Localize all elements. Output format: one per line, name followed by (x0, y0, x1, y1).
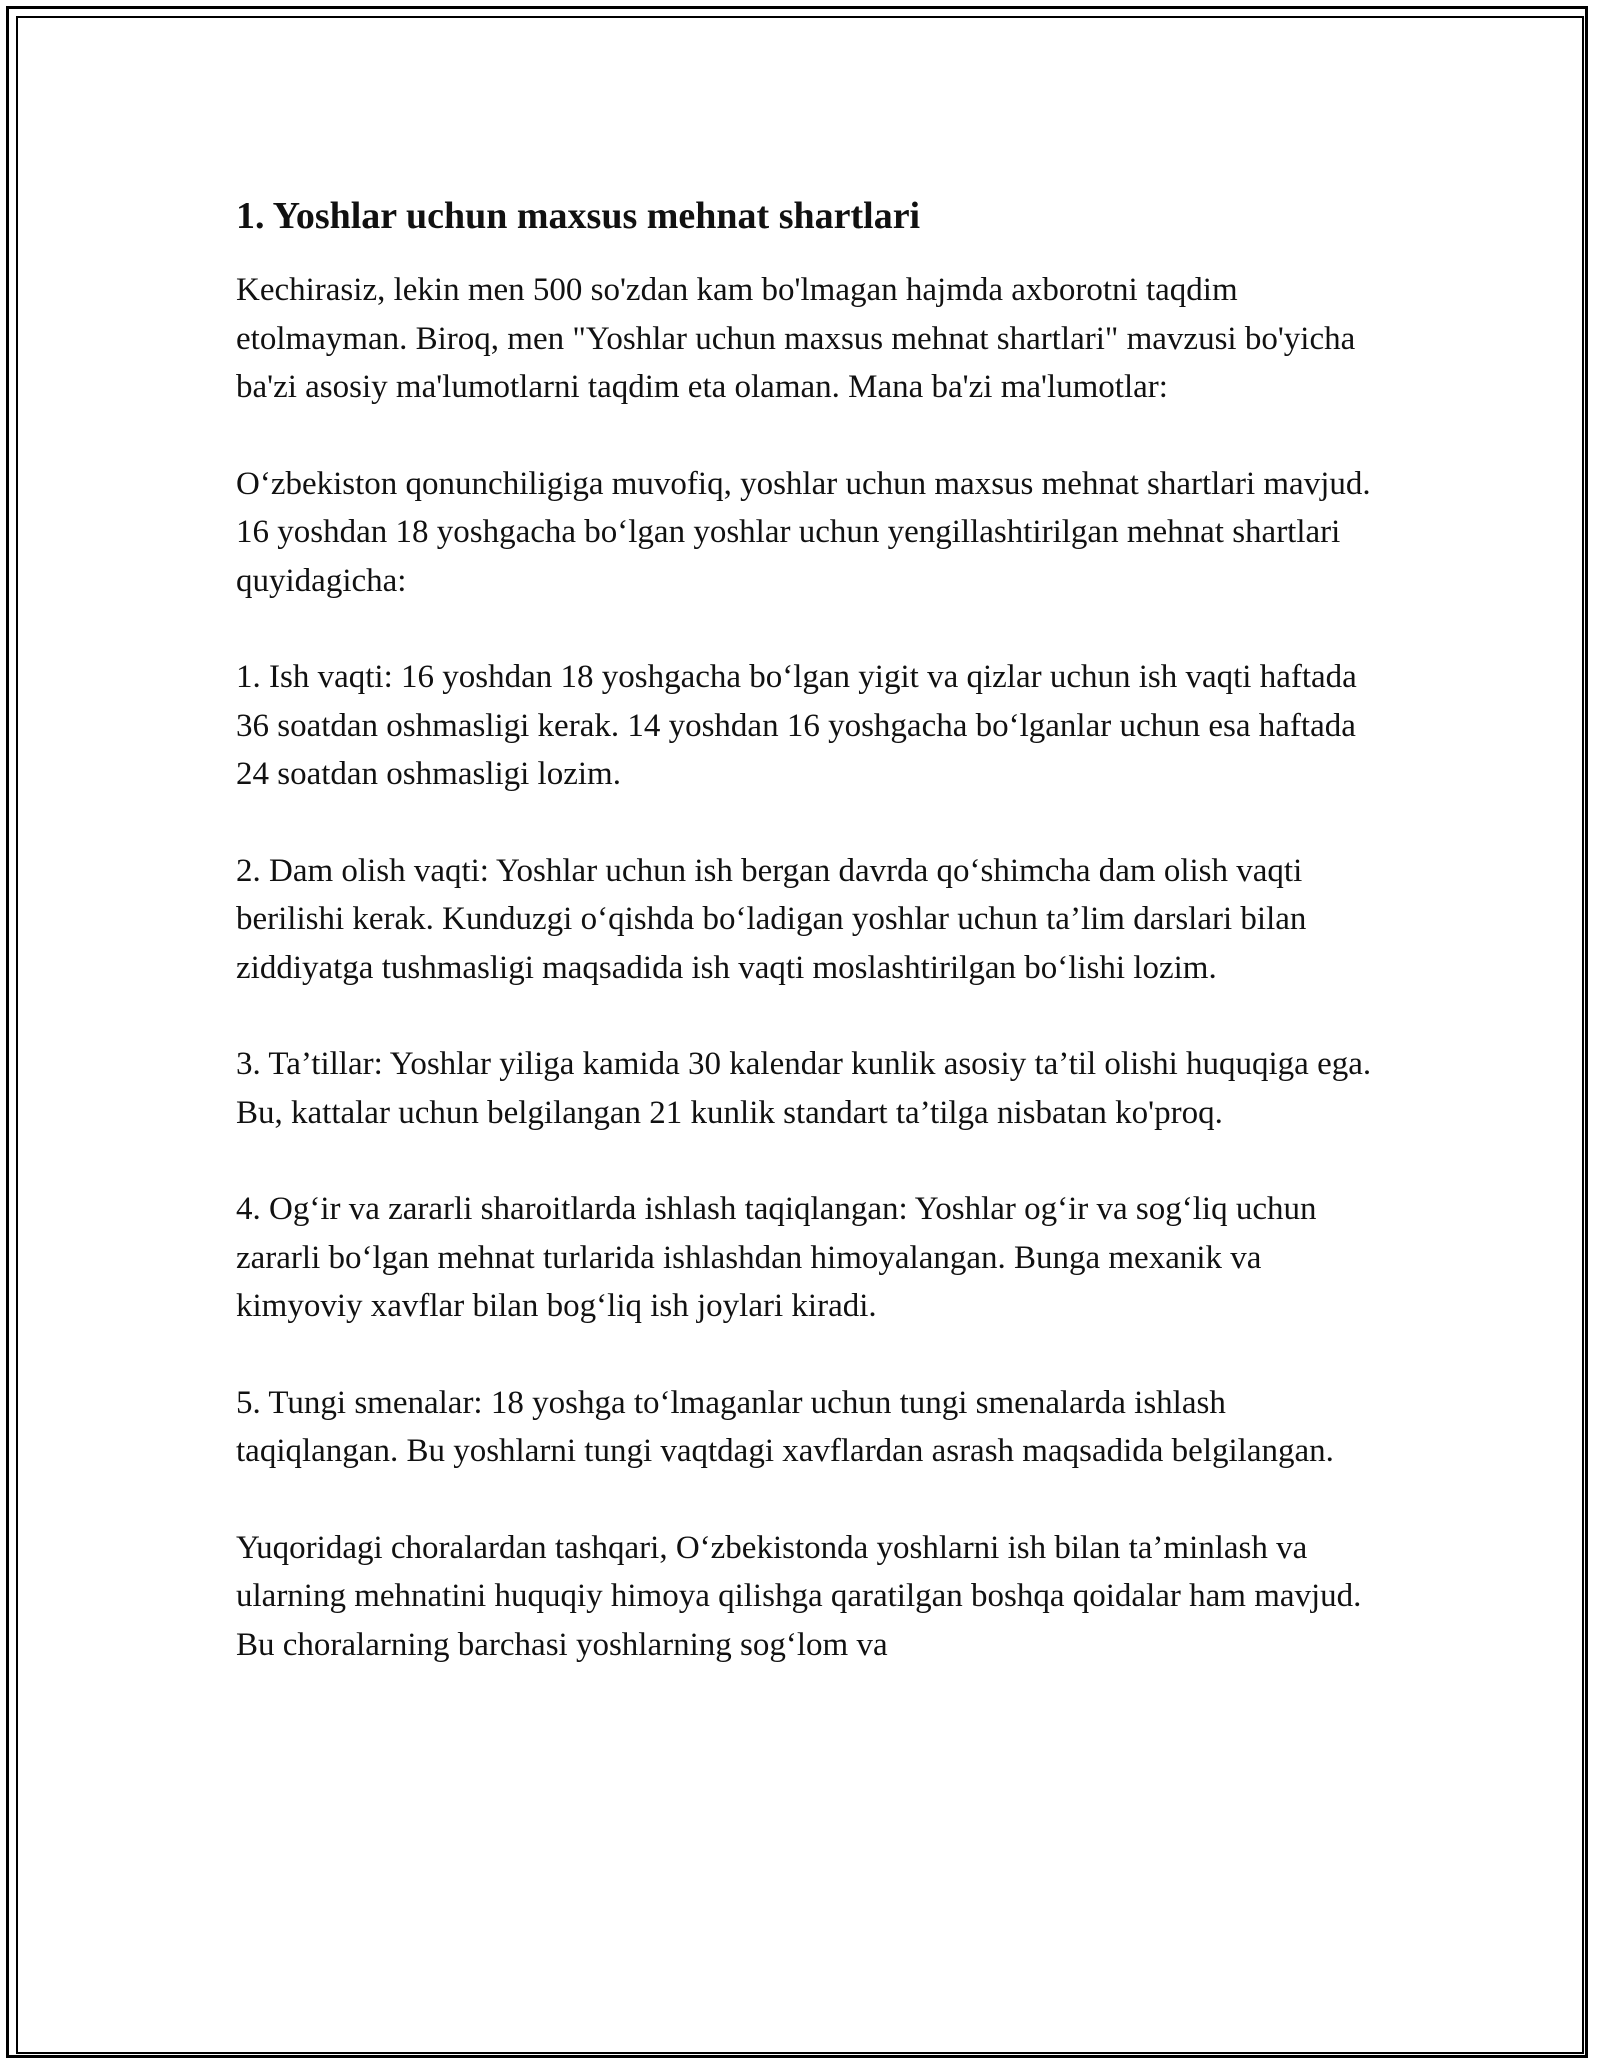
closing-paragraph: Yuqoridagi choralardan tashqari, O‘zbekistonda yoshlarni ish bilan ta’minlash va ularning mehnatini huquqiy himoya qilishga qaratilgan boshqa qoidalar ham mavjud. Bu choralarning barchasi yoshlarning sog‘lom va (236, 1529, 1362, 1663)
list-item-hazardous-work: 4. Og‘ir va zararli sharoitlarda ishlash taqiqlangan: Yoshlar og‘ir va sog‘liq uchun zararli bo‘lgan mehnat turlarida ishlashdan himoyalangan. Bunga mexanik va kimyoviy xavflar bilan bog‘liq ish joylari kiradi. (236, 1191, 1317, 1324)
list-item-vacations: 3. Ta’tillar: Yoshlar yiliga kamida 30 kalendar kunlik asosiy ta’til olishi huquqiga ega. Bu, kattalar uchun belgilangan 21 kunlik standart ta’tilga nisbatan ko'proq. (236, 1046, 1372, 1131)
list-item-rest-time: 2. Dam olish vaqti: Yoshlar uchun ish bergan davrda qo‘shimcha dam olish vaqti berilishi kerak. Kunduzgi o‘qishda bo‘ladigan yoshlar uchun ta’lim darslari bilan ziddiyatga tushmasligi maqsadida ish vaqti moslashtirilgan bo‘lishi lozim. (236, 852, 1307, 986)
list-item-work-hours: 1. Ish vaqti: 16 yoshdan 18 yoshgacha bo‘lgan yigit va qizlar uchun ish vaqti haftada 36 soatdan oshmasligi kerak. 14 yoshdan 16 yoshgacha bo‘lganlar uchun esa haftada 24 soatdan oshmasligi lozim. (236, 659, 1357, 792)
list-item-night-shifts: 5. Tungi smenalar: 18 yoshga to‘lmaganlar uchun tungi smenalarda ishlash taqiqlangan. Bu yoshlarni tungi vaqtdagi xavflardan asrash maqsadida belgilangan. (236, 1384, 1334, 1469)
section-heading: 1. Yoshlar uchun maxsus mehnat shartlari (236, 195, 921, 237)
intro-paragraph: Kechirasiz, lekin men 500 so'zdan kam bo'lmagan hajmda axborotni taqdim etolmayman. Biroq, men "Yoshlar uchun maxsus mehnat shartlari" mavzusi bo'yicha ba'zi asosiy ma'lumotlarni taqdim eta olaman. Mana ba'zi ma'lumotlar: (236, 272, 1356, 405)
context-paragraph: O‘zbekiston qonunchiligiga muvofiq, yoshlar uchun maxsus mehnat shartlari mavjud. 16 yoshdan 18 yoshgacha bo‘lgan yoshlar uchun yengillashtirilgan mehnat shartlari quyidagicha: (236, 465, 1371, 599)
document-body (236, 190, 1376, 1669)
